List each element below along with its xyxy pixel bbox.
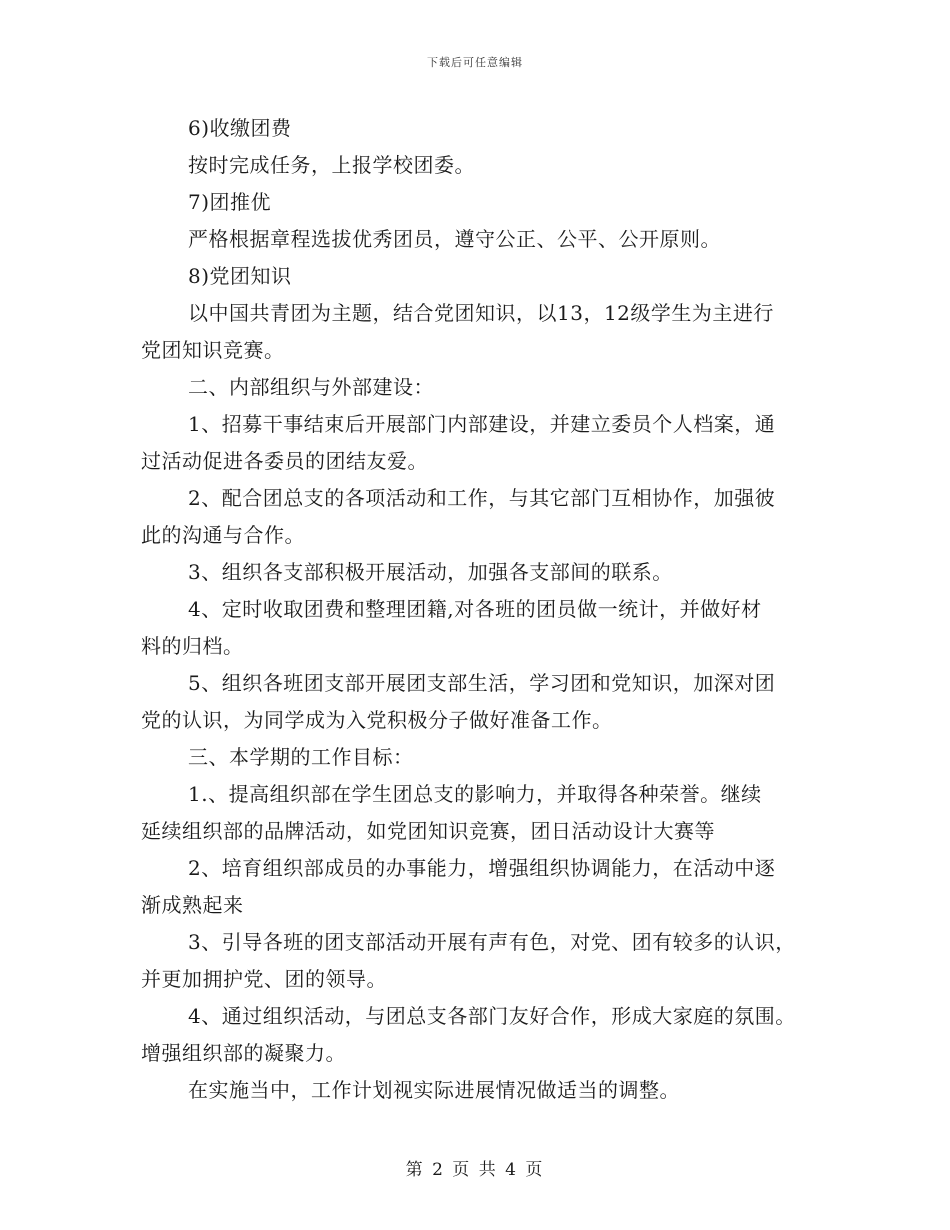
text-line: 按时完成任务，上报学校团委。 — [188, 153, 475, 177]
page-header-note: 下载后可任意编辑 — [427, 56, 523, 69]
text-line: 渐成熟起来 — [141, 893, 244, 917]
text-line: 以中国共青团为主题，结合党团知识，以13，12级学生为主进行 — [188, 301, 774, 325]
text-line: 2、培育组织部成员的办事能力，增强组织协调能力，在活动中逐 — [188, 856, 776, 880]
text-line: 1、招募干事结束后开展部门内部建设，并建立委员个人档案，通 — [188, 412, 776, 436]
document-body — [141, 110, 811, 1109]
text-line: 5、组织各班团支部开展团支部生活，学习团和党知识，加深对团 — [188, 671, 776, 695]
text-line: 2、配合团总支的各项活动和工作，与其它部门互相协作，加强彼 — [188, 486, 776, 510]
text-line: 党团知识竞赛。 — [141, 338, 285, 362]
text-line: 严格根据章程选拔优秀团员，遵守公正、公平、公开原则。 — [188, 227, 721, 251]
text-line: 料的归档。 — [141, 634, 244, 658]
text-line: 4、通过组织活动，与团总支各部门友好合作，形成大家庭的氛围。 — [188, 1004, 796, 1028]
text-line: 党的认识，为同学成为入党积极分子做好准备工作。 — [141, 708, 613, 732]
text-line: 7)团推优 — [188, 190, 272, 214]
text-line: 过活动促进各委员的团结友爱。 — [141, 449, 428, 473]
text-line: 3、组织各支部积极开展活动，加强各支部间的联系。 — [188, 560, 673, 584]
text-line: 并更加拥护党、团的领导。 — [141, 967, 387, 991]
page-number-footer: 第 2 页 共 4 页 — [405, 1160, 545, 1180]
section-heading: 二、内部组织与外部建设： — [188, 375, 434, 399]
text-line: 1.、提高组织部在学生团总支的影响力，并取得各种荣誉。继续 — [188, 782, 762, 806]
text-line: 此的沟通与合作。 — [141, 523, 305, 547]
text-line: 延续组织部的品牌活动，如党团知识竞赛，团日活动设计大赛等 — [141, 819, 715, 843]
text-line: 4、定时收取团费和整理团籍,对各班的团员做一统计，并做好材 — [188, 597, 762, 621]
text-line: 8)党团知识 — [188, 264, 292, 288]
text-line: 6)收缴团费 — [188, 116, 292, 140]
section-heading: 三、本学期的工作目标： — [188, 745, 414, 769]
text-line: 增强组织部的凝聚力。 — [141, 1041, 346, 1065]
text-line: 在实施当中，工作计划视实际进展情况做适当的调整。 — [188, 1078, 680, 1102]
text-line: 3、引导各班的团支部活动开展有声有色，对党、团有较多的认识， — [188, 930, 796, 954]
